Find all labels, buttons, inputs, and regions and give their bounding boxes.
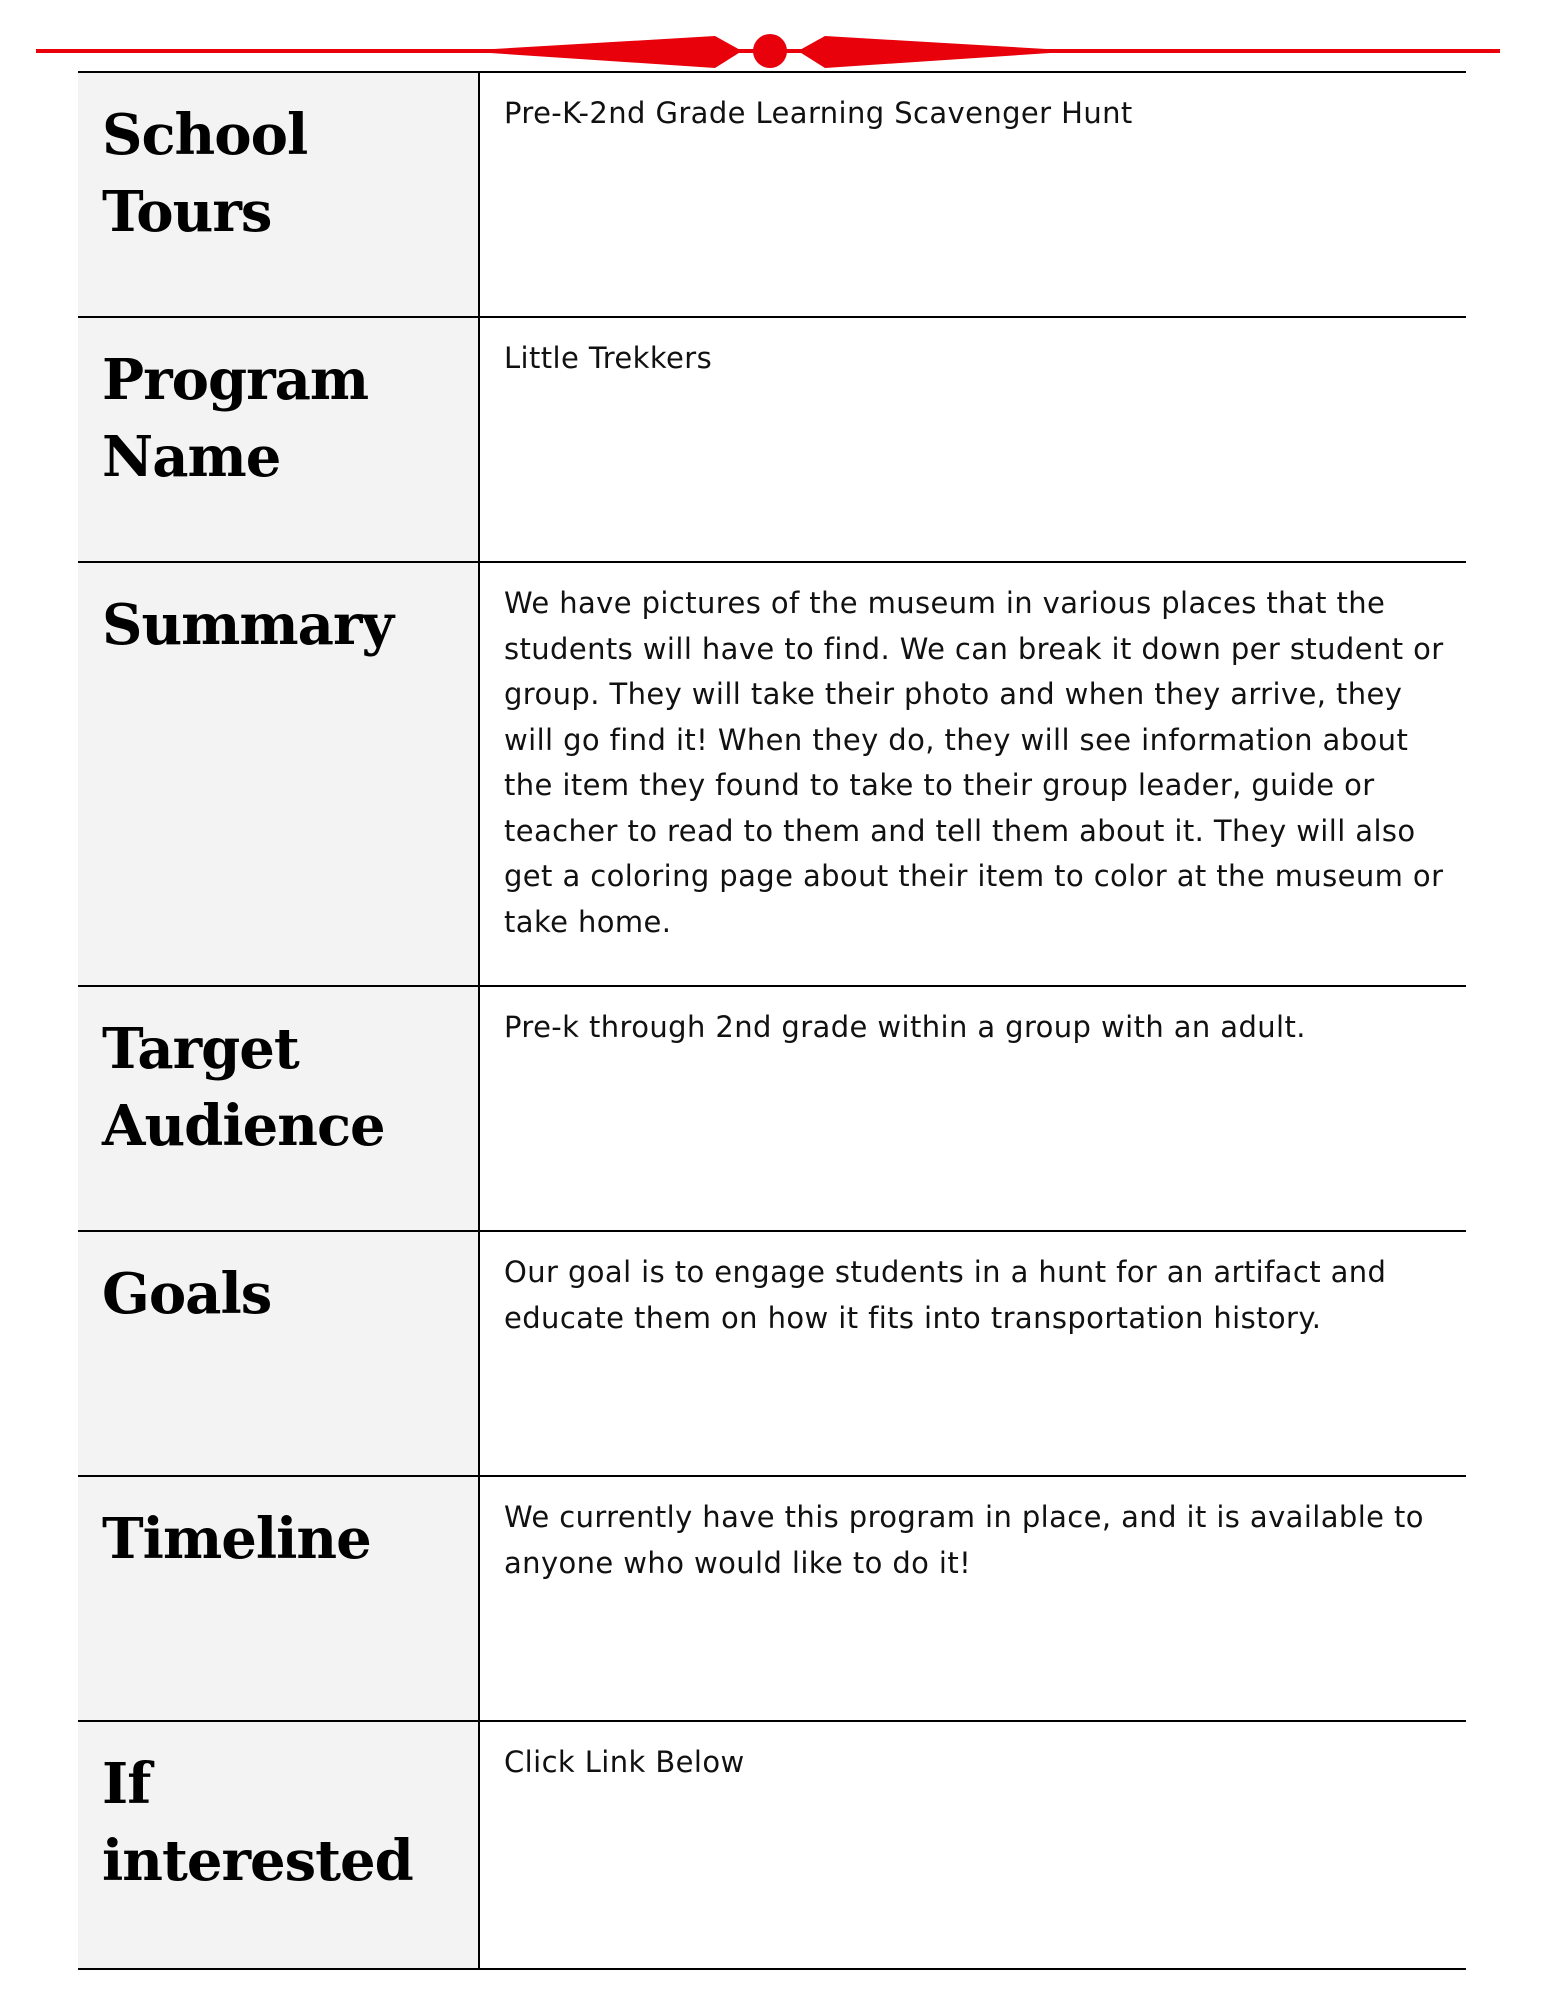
row-label: School Tours xyxy=(102,102,308,245)
value-cell xyxy=(480,987,1466,1230)
value-cell xyxy=(480,1232,1466,1475)
row-timeline xyxy=(78,1477,1466,1722)
value-cell xyxy=(480,73,1466,316)
program-info-table xyxy=(78,71,1466,1970)
row-summary xyxy=(78,563,1466,987)
label-cell xyxy=(78,318,480,561)
row-label: Timeline xyxy=(102,1506,371,1572)
value-cell xyxy=(480,318,1466,561)
row-if-interested xyxy=(78,1722,1466,1970)
label-cell xyxy=(78,1232,480,1475)
label-cell xyxy=(78,987,480,1230)
value-cell xyxy=(480,563,1466,985)
ornament-center-dot xyxy=(753,34,787,68)
label-cell xyxy=(78,73,480,316)
label-cell xyxy=(78,1722,480,1968)
label-cell xyxy=(78,563,480,985)
row-goals xyxy=(78,1232,1466,1477)
row-value: Pre-k through 2nd grade within a group with an adult. xyxy=(504,1010,1306,1044)
row-program-name xyxy=(78,318,1466,563)
row-label: Target Audience xyxy=(102,1016,385,1159)
ornament-right-spike xyxy=(798,36,1080,68)
row-label: Program Name xyxy=(102,347,369,490)
row-value: We have pictures of the museum in various places that the students will have to find. We can break it down per student or group. They will take their photo and when they arrive, they will go find it! When they do, they will see information about the item they found to take to their group leader, guide or teacher to read to them and tell them about it. They will also get a coloring page about their item to color at the museum or take home. xyxy=(504,586,1444,939)
value-cell xyxy=(480,1477,1466,1720)
row-value: Pre-K-2nd Grade Learning Scavenger Hunt xyxy=(504,96,1133,130)
row-label: If interested xyxy=(102,1751,413,1894)
header-ornament xyxy=(0,0,1545,80)
label-cell xyxy=(78,1477,480,1720)
row-label: Summary xyxy=(102,592,393,658)
row-value: Little Trekkers xyxy=(504,341,713,375)
ornament-left-spike xyxy=(460,36,742,68)
row-value: Click Link Below xyxy=(504,1745,745,1779)
row-school-tours xyxy=(78,73,1466,318)
row-value: Our goal is to engage students in a hunt for an artifact and educate them on how it fits into transportation history. xyxy=(504,1255,1387,1335)
row-value: We currently have this program in place, and it is available to anyone who would like to do it! xyxy=(504,1500,1424,1580)
value-cell xyxy=(480,1722,1466,1968)
row-label: Goals xyxy=(102,1261,272,1327)
row-target-audience xyxy=(78,987,1466,1232)
